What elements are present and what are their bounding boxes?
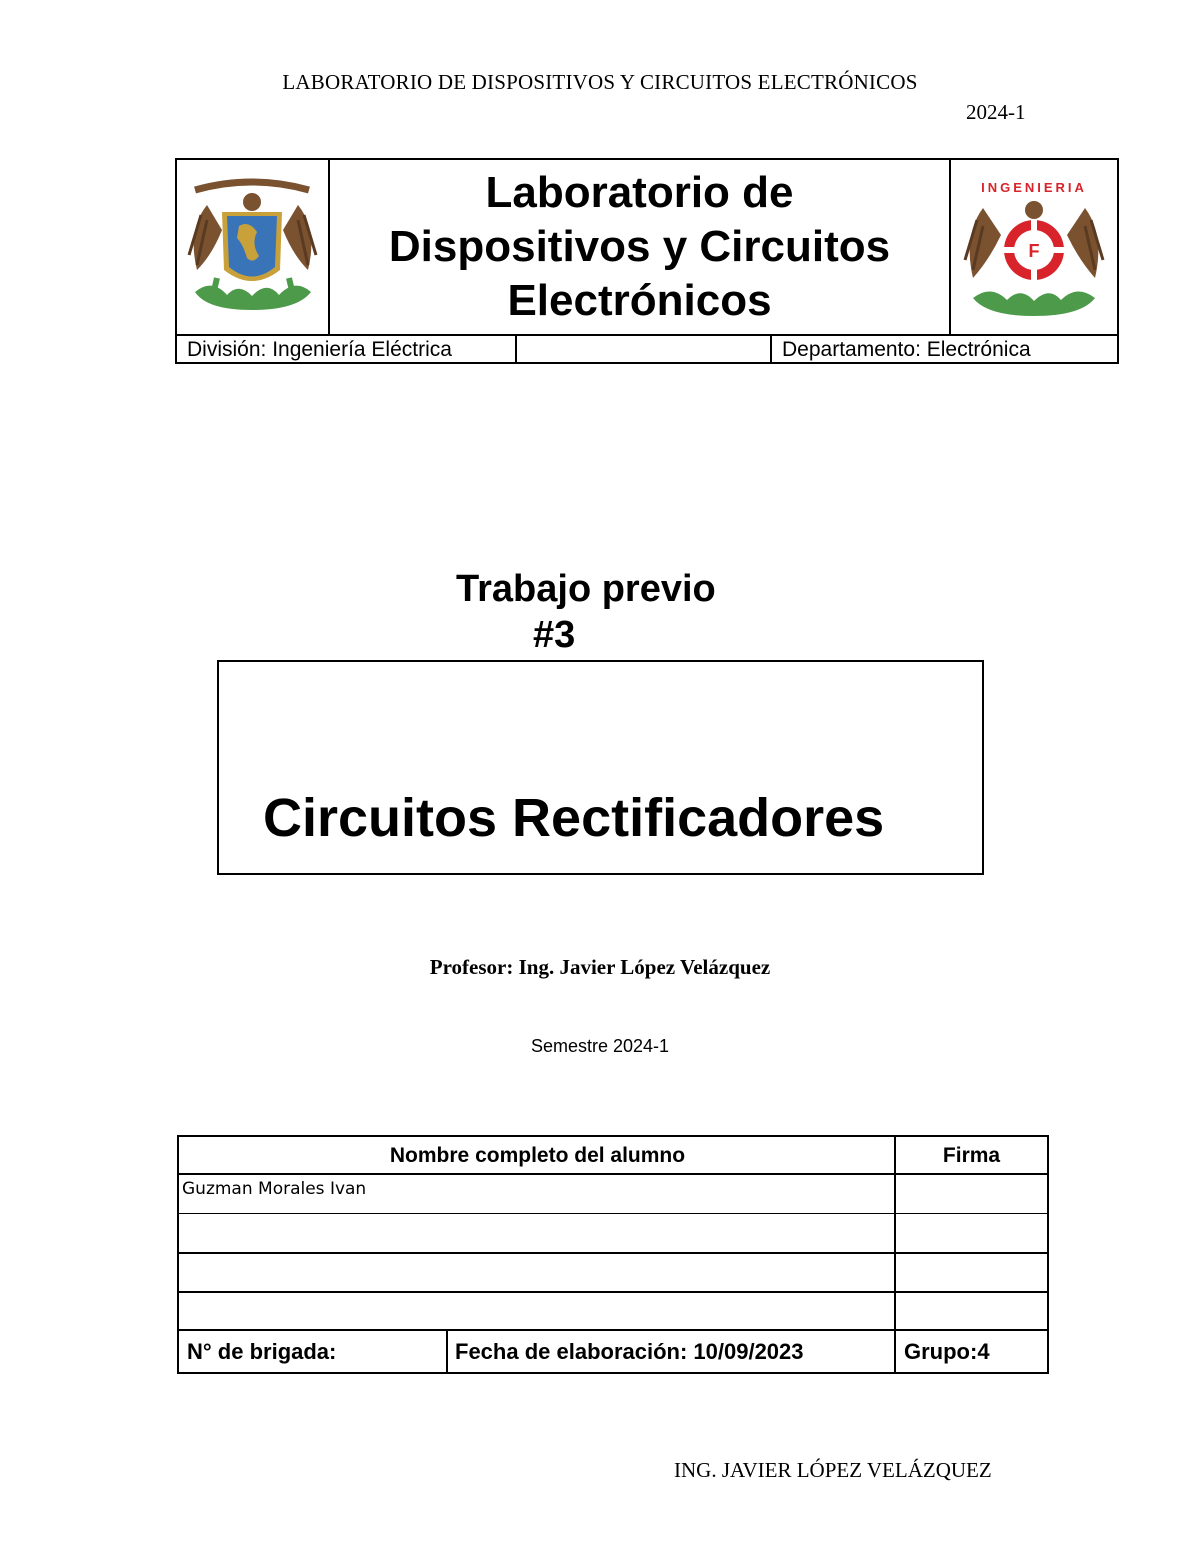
unam-logo [177, 160, 330, 334]
col-signature-header: Firma [942, 1144, 1001, 1167]
fi-monogram-icon: F [1028, 241, 1040, 261]
department-cell: Departamento: Electrónica [782, 338, 1031, 361]
division-cell: División: Ingeniería Eléctrica [177, 336, 517, 364]
fi-logo [949, 160, 1117, 334]
page-header-title: LABORATORIO DE DISPOSITIVOS Y CIRCUITOS ELECTRÓNICOS [282, 70, 918, 94]
unam-shield-eagle-icon [177, 160, 328, 334]
header-info-row [177, 334, 1117, 364]
blank-cell [517, 336, 772, 364]
page-header-year: 2024-1 [966, 100, 1026, 124]
work-title: Circuitos Rectificadores [263, 788, 885, 848]
header-title-line-2: Dispositivos y Circuitos [388, 222, 891, 271]
professor: Profesor: Ing. Javier López Velázquez [429, 955, 771, 979]
header-title [330, 160, 949, 334]
semester: Semestre 2024-1 [530, 1036, 670, 1056]
student-name-1: Guzman Morales Ivan [182, 1179, 367, 1199]
work-title-box [217, 660, 984, 875]
col-name-header: Nombre completo del alumno [389, 1144, 686, 1167]
header-title-line-3: Electrónicos [507, 276, 772, 325]
work-label: Trabajo previo [456, 568, 716, 610]
brigade-cell: N° de brigada: [187, 1339, 337, 1364]
header-table [175, 158, 1119, 364]
date-cell: Fecha de elaboración: 10/09/2023 [455, 1339, 804, 1364]
fi-logo-text: INGENIERIA [981, 180, 1087, 195]
student-table [177, 1135, 1049, 1374]
header-title-line-1: Laboratorio de [485, 168, 794, 217]
page-footer: ING. JAVIER LÓPEZ VELÁZQUEZ [674, 1458, 992, 1482]
group-cell: Grupo:4 [904, 1339, 990, 1364]
fi-shield-eagle-icon [951, 160, 1117, 334]
work-number: #3 [533, 614, 576, 656]
